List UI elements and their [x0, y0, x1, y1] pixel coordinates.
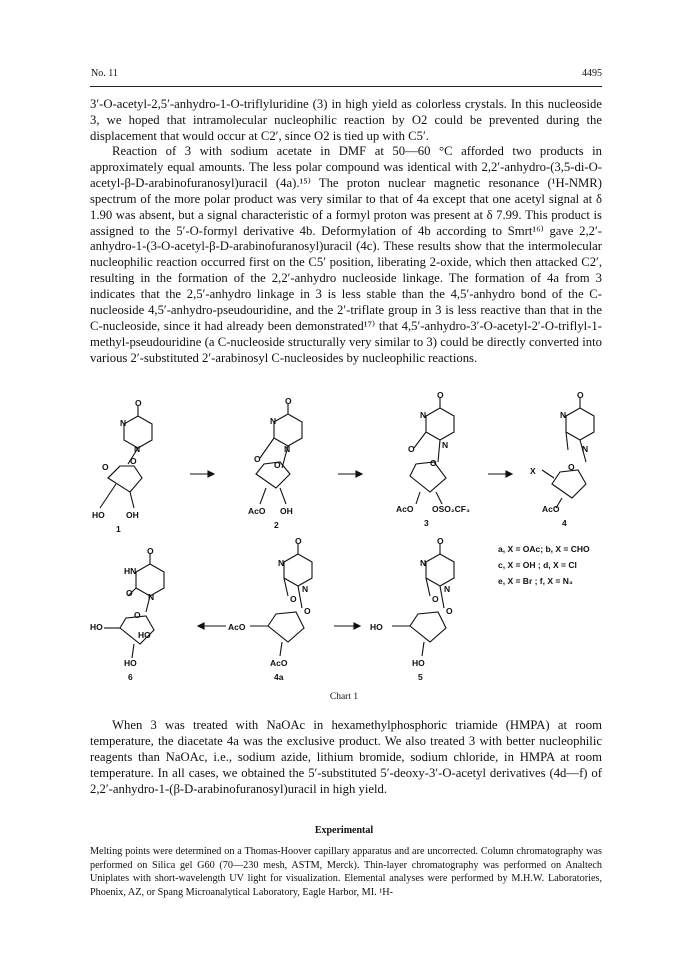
c2-o-sugar: O [274, 460, 281, 470]
arrow-2-to-3 [338, 471, 362, 477]
c4-o-sugar: O [568, 462, 575, 472]
compound-3-structure [410, 398, 454, 504]
c1-oh: OH [126, 510, 139, 520]
c1-o-ring: O [102, 462, 109, 472]
substituent-legend-line-2: c, X = OH ; d, X = Cl [498, 560, 577, 570]
c4a-o-bridge: O [290, 594, 297, 604]
c5-o-sugar: O [446, 606, 453, 616]
paragraph-3-text: When 3 was treated with NaOAc in hexamethylphosphoric triamide (HMPA) at room temperature, the diacetate 4a was the exclusive product. We also treated 3 with better nucleophilic reagents than NaOAc, i.e., sodium azide, lithium bromide, sodium chloride, in HMPA at room temperature. In all cases, we obtained the 5′-substituted 5′-deoxy-3′-O-acetyl derivatives (4d—f) of 2,2′-anhydro-1-(β-D-arabinofuranosyl)uracil in high yield. [90, 718, 602, 796]
substituent-legend-line-1: a, X = OAc; b, X = CHO [498, 544, 590, 554]
compound-2-label: 2 [274, 520, 279, 530]
c6-o-2: O [126, 588, 133, 598]
c3-o-bridge: O [408, 444, 415, 454]
c6-o-top: O [147, 546, 154, 556]
c6-ho-2: HO [138, 630, 151, 640]
c3-aco: AcO [396, 504, 414, 514]
c1-o-sugar: O [130, 456, 137, 466]
c1-ho: HO [92, 510, 105, 520]
paragraph-1: 3′-O-acetyl-2,5′-anhydro-1-O-triflyluridine (3) in high yield as colorless crystals. In this nucleoside 3, we hoped that intramolecular nucleophilic reaction by O2 could be prevented during the displacement that would occur at C2′, since O2 is tied up with C5′. [90, 97, 602, 143]
compound-4-label: 4 [562, 518, 567, 528]
paragraph-2 [90, 144, 602, 367]
compound-3-label: 3 [424, 518, 429, 528]
c4a-n: N [278, 558, 285, 568]
c3-o-top: O [437, 390, 444, 400]
c4a-o-sugar: O [304, 606, 311, 616]
arrow-1-to-2 [190, 471, 214, 477]
c1-o-top: O [135, 398, 142, 408]
page-number: 4495 [582, 68, 602, 79]
compound-4a-label: 4a [274, 672, 284, 682]
c5-ho-3: HO [412, 658, 425, 668]
c1-n: N [120, 418, 127, 428]
c4-aco: AcO [542, 504, 560, 514]
arrow-4a-to-6 [198, 623, 226, 629]
c4-n2: N [582, 444, 589, 454]
c4-o-top: O [577, 390, 584, 400]
c4-n: N [560, 410, 567, 420]
c3-n: N [420, 410, 427, 420]
c3-n2: N [442, 440, 449, 450]
c5-o-top: O [437, 536, 444, 546]
header-rule [90, 86, 602, 87]
arrow-4a-to-5 [334, 623, 360, 629]
c5-o-bridge: O [432, 594, 439, 604]
c3-o-sugar: O [430, 458, 437, 468]
section-heading-experimental: Experimental [314, 825, 374, 836]
c5-n: N [420, 558, 427, 568]
c6-ho-3: HO [124, 658, 137, 668]
c4a-o-top: O [295, 536, 302, 546]
chart-caption: Chart 1 [329, 692, 359, 702]
c5-n2: N [444, 584, 451, 594]
c4a-n2: N [302, 584, 309, 594]
compound-6-label: 6 [128, 672, 133, 682]
c2-aco: AcO [248, 506, 266, 516]
compound-2-structure [256, 404, 302, 504]
c2-oh: OH [280, 506, 293, 516]
c2-o-top: O [285, 396, 292, 406]
paragraph-experimental [90, 845, 602, 899]
chart-1-reaction-scheme [90, 390, 602, 695]
compound-1-label: 1 [116, 524, 121, 534]
running-header-issue: No. 11 [91, 68, 118, 79]
c2-n2: N [284, 444, 291, 454]
c1-n2: N [134, 444, 141, 454]
arrow-3-to-4 [488, 471, 512, 477]
c5-ho-5: HO [370, 622, 383, 632]
compound-5-label: 5 [418, 672, 423, 682]
c2-o-bridge: O [254, 454, 261, 464]
c4a-aco-3: AcO [270, 658, 288, 668]
substituent-legend-line-3: e, X = Br ; f, X = N₃ [498, 576, 573, 586]
c6-ho-5: HO [90, 622, 103, 632]
paragraph-3 [90, 718, 602, 798]
c2-n: N [270, 416, 277, 426]
c4-x: X [530, 466, 536, 476]
c6-o-sugar: O [134, 610, 141, 620]
c3-oso2cf3: OSO₂CF₃ [432, 504, 470, 514]
paragraph-experimental-text: Melting points were determined on a Thomas-Hoover capillary apparatus and are uncorrected. Column chromatography was performed on Silica gel G60 (70—230 mesh, ASTM, Merck). Thin-layer chromatography was performed on Analtech Uniplates with short-wavelength UV light for visualization. Elemental analyses were performed by M.H.W. Laboratories, Phoenix, AZ, or Spang Microanalytical Laboratory, Eagle Harbor, MI. ¹H- [90, 846, 602, 898]
c4a-aco-5: AcO [228, 622, 246, 632]
paragraph-2-text: Reaction of 3 with sodium acetate in DMF at 50—60 °C afforded two products in approximately equal amounts. The less polar compound was identical with 2,2′-anhydro-(3,5-di-O-acetyl-β-D-arabinofuranosyl)uracil (4a).¹⁵⁾ The proton nuclear magnetic resonance (¹H-NMR) spectrum of the more polar product was very similar to that of 4a except that one acetyl signal at δ 1.90 was absent, but a signal characteristic of a formyl proton was present at δ 7.99. This product is assigned to the 5′-O-formyl derivative 4b. Deformylation of 4b according to Smrt¹⁶⁾ gave 2,2′-anhydro-1-(3-O-acetyl-β-D-arabinofuranosyl)uracil (4c). These results show that the intermolecular nucleophilic reaction occurred first on the C5′ position, liberating 2-oxide, which then attacked C2′, resulting in the formation of the 2,2′-anhydro nucleoside linkage. The formation of 4a from 3 indicates that the 2,5′-anhydro linkage in 3 is less stable than the 4,5′-anhydro bond of the C-nucleoside 4,5′-anhydro-pseudouridine, and the 2′-triflate group in 3 is less reactive than that in the C-nucleoside, since it had already been demonstrated¹⁷⁾ that 4,5′-anhydro-3′-O-acetyl-2′-O-triflyl-1-methyl-pseudouridine (a C-nucleoside structurally very similar to 3) could be directly converted into various 2′-substituted 2′-arabinosyl C-nucleosides by nucleophilic reactions. [90, 144, 602, 365]
c6-hn: HN [124, 566, 137, 576]
c6-n: N [148, 592, 155, 602]
